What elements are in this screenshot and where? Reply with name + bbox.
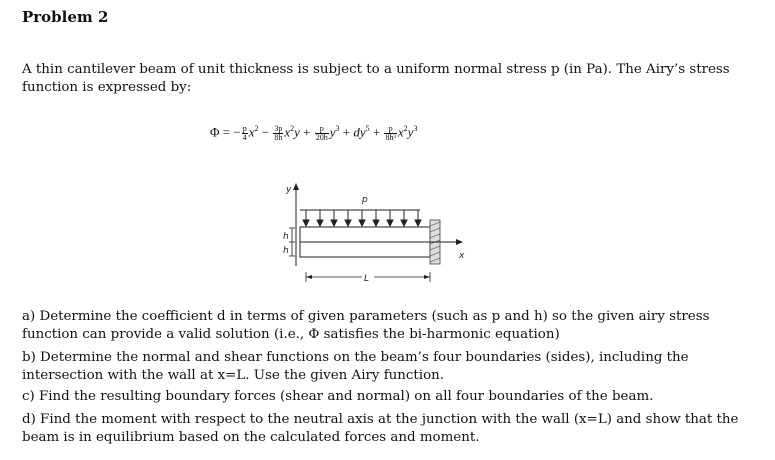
load-label: p [362, 195, 368, 205]
airy-stress-equation: Φ = − $\frac{p}{4}$ $x^2$ − $\frac{3p}{8h}$ $x^2y$ + $\frac{p}{20h}$ $y^3 + dy^5$ + $\frac{p}{\text{8h³}}$ $x^2y^3$ [210, 123, 418, 142]
cantilever-beam-diagram [270, 180, 480, 288]
h-upper-label: h [283, 232, 289, 242]
y-axis-label: y [286, 185, 292, 195]
question-b: b) Determine the normal and shear functions on the beam’s four boundaries (sides), including the intersection with the wall at x=L. Use the given Airy function. [22, 350, 689, 383]
problem-heading: Problem 2 [22, 8, 109, 26]
question-d: d) Find the moment with respect to the neutral axis at the junction with the wall (x=L) and show that the beam is in equilibrium based on the calculated forces and moment. [22, 412, 739, 445]
distributed-load-arrows [303, 210, 421, 226]
x-axis-label: x [459, 251, 465, 261]
h-lower-label: h [283, 246, 289, 256]
question-c: c) Find the resulting boundary forces (shear and normal) on all four boundaries of the beam. [22, 389, 654, 404]
intro-paragraph: A thin cantilever beam of unit thickness is subject to a uniform normal stress p (in Pa). The Airy’s stress function is expressed by: [22, 62, 730, 95]
question-a: a) Determine the coefficient d in terms of given parameters (such as p and h) so the given airy stress function can provide a valid solution (i.e., Φ satisfies the bi-harmonic equation) [22, 309, 710, 342]
length-label: L [364, 274, 370, 284]
x-axis-arrow [456, 239, 463, 245]
y-axis-arrow [293, 183, 299, 190]
